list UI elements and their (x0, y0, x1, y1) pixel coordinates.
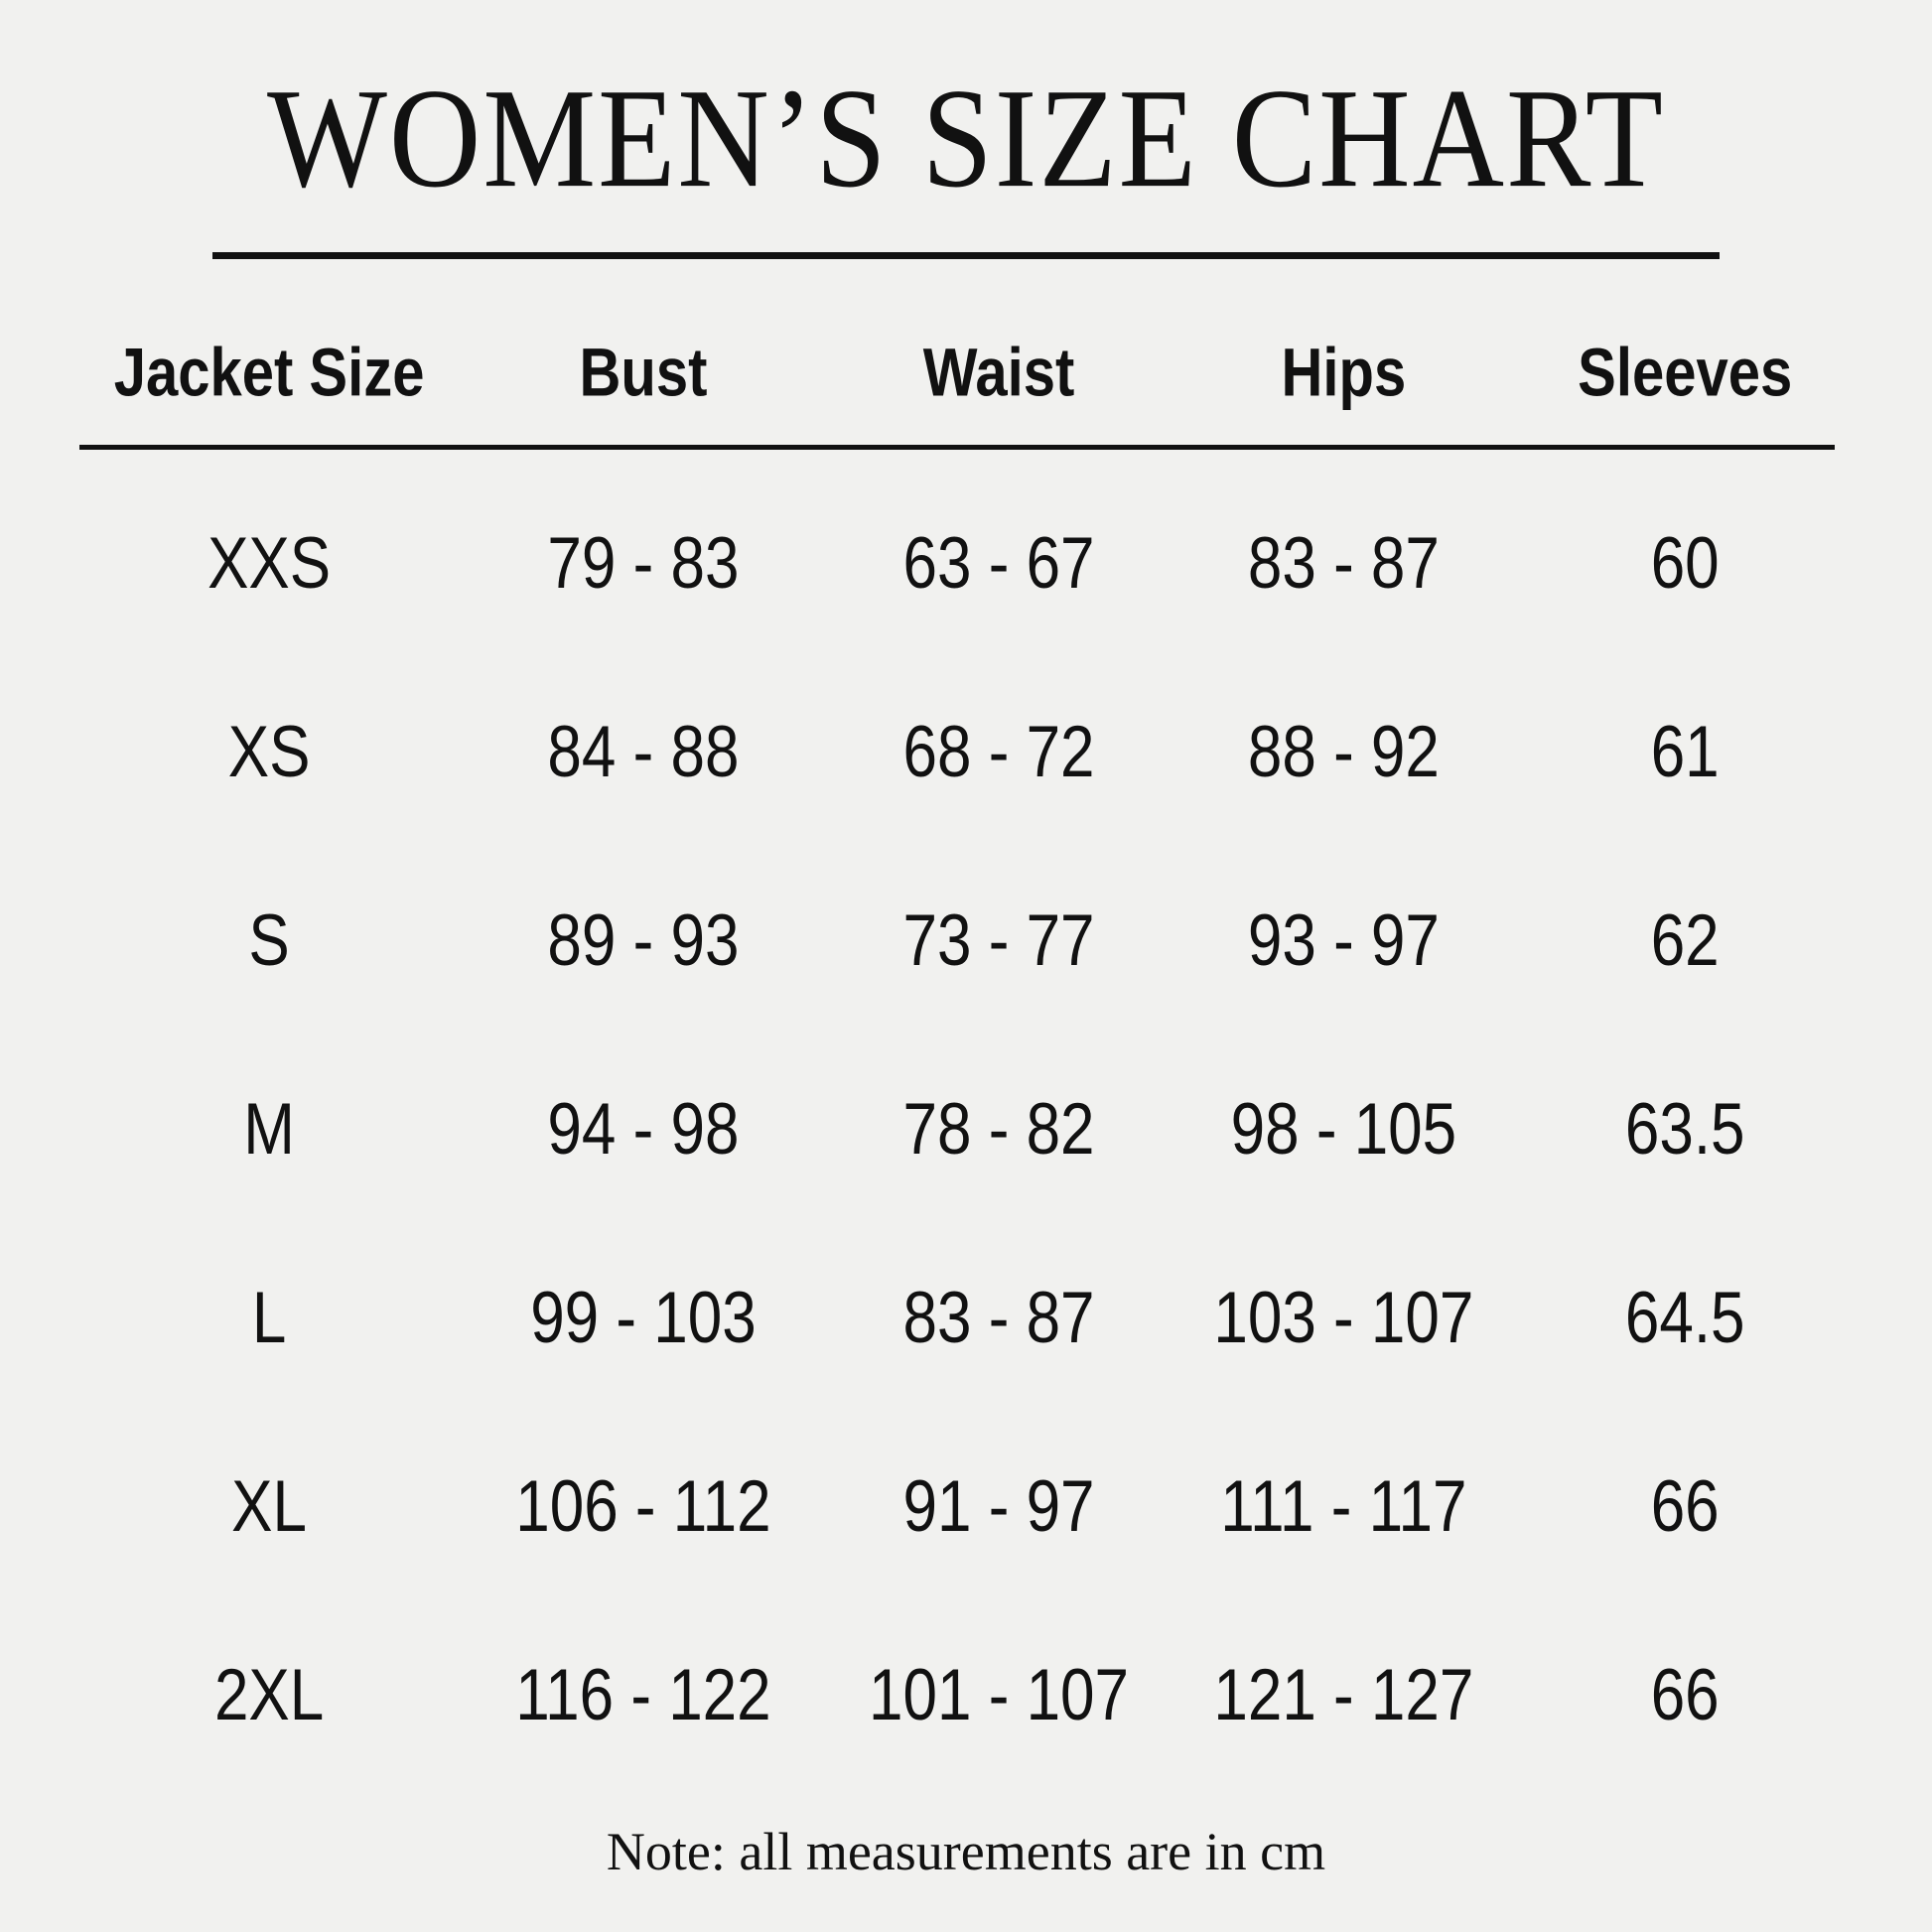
waist-cell: 68 - 72 (902, 711, 1095, 792)
waist-cell: 101 - 107 (869, 1654, 1130, 1735)
bust-cell: 106 - 112 (515, 1465, 771, 1547)
jacket-size-cell: XXS (207, 522, 332, 604)
jacket-size-cell: L (251, 1277, 287, 1358)
waist-cell: 78 - 82 (902, 1088, 1095, 1170)
hips-cell: 103 - 107 (1213, 1277, 1474, 1358)
bust-cell: 84 - 88 (547, 711, 740, 792)
sleeves-cell: 61 (1650, 711, 1720, 792)
table-header-row (79, 285, 1853, 461)
column-header-bust: Bust (579, 334, 708, 411)
jacket-size-cell: XS (227, 711, 311, 792)
sleeves-cell: 66 (1650, 1465, 1720, 1547)
jacket-size-cell: M (243, 1088, 295, 1170)
bust-cell: 99 - 103 (530, 1277, 757, 1358)
page-title: WOMEN’S SIZE CHART (267, 59, 1665, 217)
header-underline (79, 445, 1835, 450)
waist-cell: 63 - 67 (902, 522, 1095, 604)
waist-cell: 73 - 77 (902, 899, 1095, 981)
jacket-size-cell: S (248, 899, 290, 981)
bust-cell: 116 - 122 (515, 1654, 771, 1735)
hips-cell: 98 - 105 (1230, 1088, 1457, 1170)
column-header-sleeves: Sleeves (1578, 334, 1793, 411)
waist-cell: 83 - 87 (902, 1277, 1095, 1358)
hips-cell: 121 - 127 (1213, 1654, 1474, 1735)
sleeves-cell: 66 (1650, 1654, 1720, 1735)
sleeves-cell: 62 (1650, 899, 1720, 981)
hips-cell: 88 - 92 (1247, 711, 1440, 792)
column-header-hips: Hips (1281, 334, 1407, 411)
sleeves-cell: 64.5 (1624, 1277, 1745, 1358)
measurement-note: Note: all measurements are in cm (606, 1822, 1326, 1881)
jacket-size-cell: 2XL (213, 1654, 325, 1735)
hips-cell: 93 - 97 (1247, 899, 1440, 981)
sleeves-cell: 60 (1650, 522, 1720, 604)
column-header-jacket-size: Jacket Size (113, 334, 425, 411)
bust-cell: 94 - 98 (547, 1088, 740, 1170)
waist-cell: 91 - 97 (902, 1465, 1095, 1547)
bust-cell: 79 - 83 (547, 522, 740, 604)
bust-cell: 89 - 93 (547, 899, 740, 981)
hips-cell: 83 - 87 (1247, 522, 1440, 604)
hips-cell: 111 - 117 (1220, 1465, 1467, 1547)
table-row (79, 1584, 1853, 1806)
table-body (79, 469, 1853, 1789)
sleeves-cell: 63.5 (1624, 1088, 1745, 1170)
jacket-size-cell: XL (231, 1465, 308, 1547)
title-underline (212, 252, 1720, 259)
column-header-waist: Waist (922, 334, 1075, 411)
